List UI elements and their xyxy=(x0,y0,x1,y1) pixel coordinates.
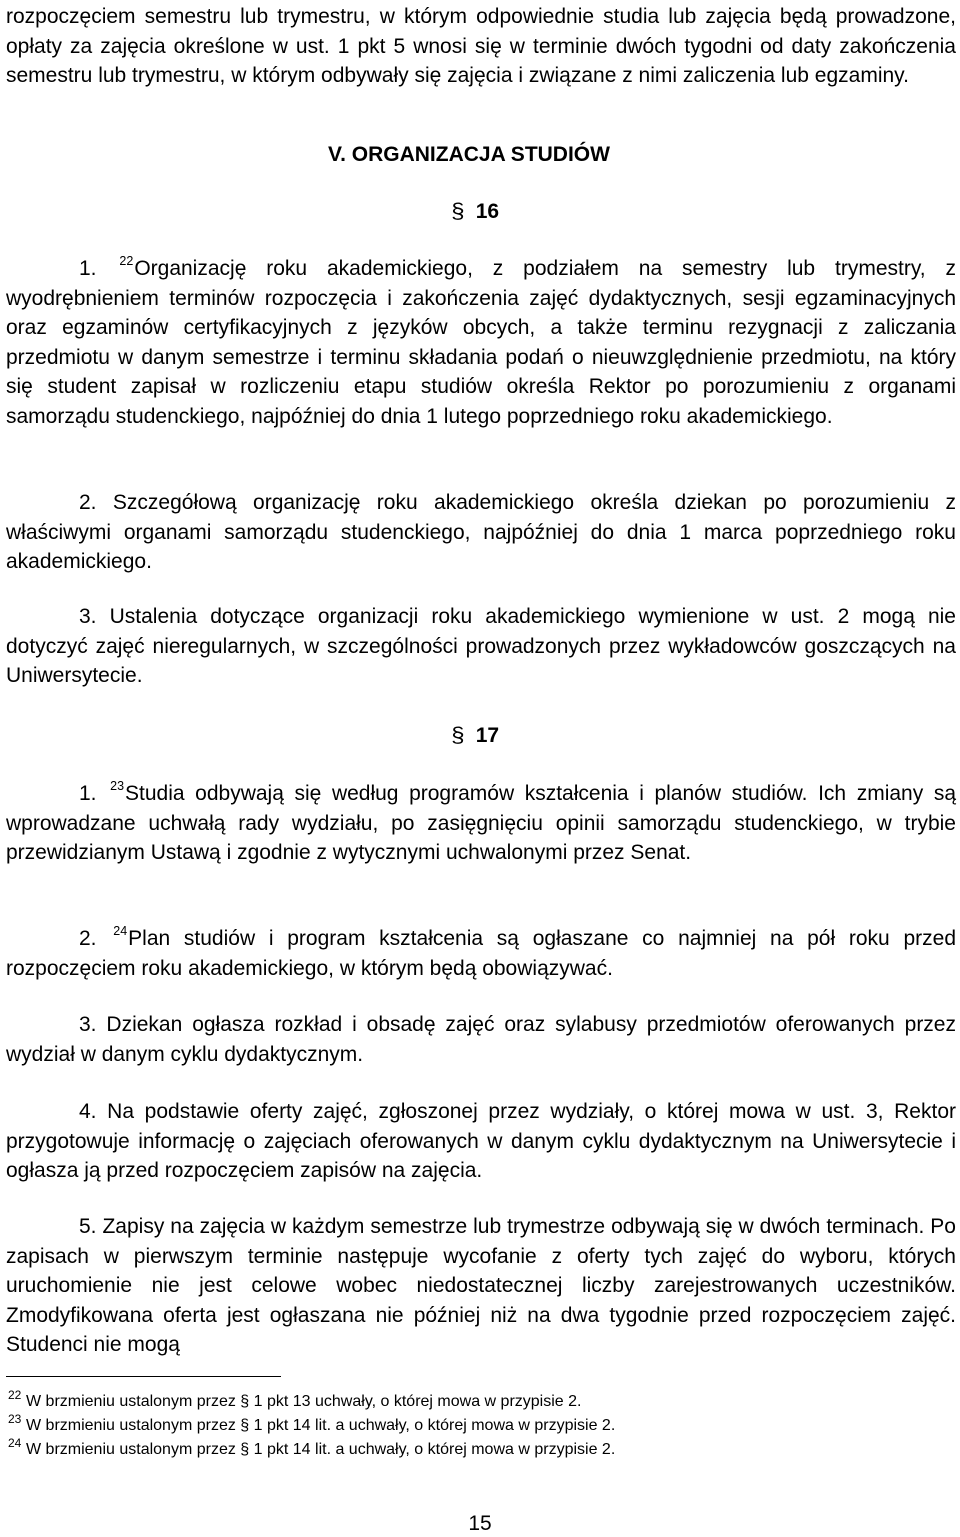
paragraph-number: 3. xyxy=(79,605,97,628)
s17-paragraph-4 xyxy=(6,1097,956,1186)
s17-paragraph-3 xyxy=(6,1010,956,1069)
intro-paragraph: rozpoczęciem semestru lub trymestru, w którym odpowiednie studia lub zajęcia będą prowadzone, opłaty za zajęcia określone w ust. 1 pkt 5 wnosi się w terminie dwóch tygodni od daty zakończenia semestru lub trymestru, w którym odbywały się zajęcia i związane z nimi zaliczenia lub egzaminy. xyxy=(6,5,956,88)
paragraph-text: Szczegółową organizację roku akademickiego określa dziekan po porozumieniu z właściwymi organami samorządu studenckiego, najpóźniej do dnia 1 marca poprzedniego roku akademickiego. xyxy=(6,491,957,574)
footnote-text: W brzmieniu ustalonym przez § 1 pkt 14 lit. a uchwały, o której mowa w przypisie 2. xyxy=(26,1417,616,1434)
paragraph-text: Na podstawie oferty zajęć, zgłoszonej przez wydziały, o której mowa w ust. 3, Rektor przygotowuje informację o zajęciach oferowanych w danym cyklu dydaktycznym na Uniwersytecie i ogłasza ją przed rozpoczęciem zapisów na zajęcia. xyxy=(6,1100,956,1183)
s17-paragraph-5 xyxy=(6,1212,956,1360)
paragraph-number: 5. xyxy=(79,1215,97,1238)
footnote-ref: 22 xyxy=(119,254,134,268)
paragraph-text: Ustalenia dotyczące organizacji roku akademickiego wymienione w ust. 2 mogą nie dotyczyć zajęć nieregularnych, w szczególności prowadzonych przez wykładowców goszczących na Uniwersytecie. xyxy=(6,605,956,688)
footnote-ref: 24 xyxy=(113,924,128,938)
footnote-22 xyxy=(8,1388,582,1412)
footnote-24 xyxy=(8,1436,616,1460)
paragraph-text: Zapisy na zajęcia w każdym semestrze lub trymestrze odbywają się w dwóch terminach. Po zapisach w pierwszym terminie następuje wycofanie z oferty tych zajęć do wyboru, których uruchomienie nie jest celowe wobec niedostatecznej liczby zarejestrowanych uczestników. Zmodyfikowana oferta jest ogłaszana nie później niż na dwa tygodnie przed rozpoczęciem zajęć. Studenci nie mogą xyxy=(6,1215,956,1357)
section-symbol: § xyxy=(451,200,465,223)
paragraph-number: 4. xyxy=(79,1100,97,1123)
s16-paragraph-1 xyxy=(6,254,956,432)
paragraph-text: Plan studiów i program kształcenia są ogłaszane co najmniej na pół roku przed rozpoczęciem roku akademickiego, w którym będą obowiązywać. xyxy=(6,927,956,980)
paragraph-number: 2. xyxy=(79,927,97,950)
s17-paragraph-1 xyxy=(6,779,956,868)
page-number: 15 xyxy=(468,1512,492,1535)
paragraph-number: 1. xyxy=(79,257,97,280)
s16-paragraph-2 xyxy=(6,488,956,577)
paragraph-number: 1. xyxy=(79,782,97,805)
footnote-text: W brzmieniu ustalonym przez § 1 pkt 13 uchwały, o której mowa w przypisie 2. xyxy=(26,1393,582,1410)
paragraph-text: Organizację roku akademickiego, z podziałem na semestry lub trymestry, z wyodrębnieniem terminów rozpoczęcia i zakończenia zajęć dydaktycznych, sesji egzaminacyjnych oraz egzaminów certyfikacyjnych z języków obcych, a także terminu rezygnacji z zaliczania przedmiotu w danym semestrze i terminu składania podań o nieuwzględnienie przedmiotu, na który się student zapisał w rozliczeniu etapu studiów określa Rektor po porozumieniu z organami samorządu studenckiego, najpóźniej do dnia 1 lutego poprzedniego roku akademickiego. xyxy=(6,257,956,428)
paragraph-text: Dziekan ogłasza rozkład i obsadę zajęć oraz sylabusy przedmiotów oferowanych przez wydział w danym cyklu dydaktycznym. xyxy=(6,1013,956,1066)
footnote-number: 23 xyxy=(8,1412,22,1426)
section-number: 16 xyxy=(475,200,500,223)
section-16-heading xyxy=(452,200,499,224)
section-number: 17 xyxy=(475,724,500,747)
section-symbol: § xyxy=(451,724,465,747)
footnote-number: 22 xyxy=(8,1388,22,1402)
footnote-number: 24 xyxy=(8,1436,22,1450)
footnote-ref: 23 xyxy=(110,779,125,793)
footnote-text: W brzmieniu ustalonym przez § 1 pkt 14 lit. a uchwały, o której mowa w przypisie 2. xyxy=(26,1441,616,1458)
footnote-divider xyxy=(6,1376,281,1377)
section-17-heading xyxy=(452,724,499,748)
s16-paragraph-3 xyxy=(6,602,956,691)
footnote-23 xyxy=(8,1412,616,1436)
chapter-heading: V. ORGANIZACJA STUDIÓW xyxy=(328,143,610,166)
s17-paragraph-2 xyxy=(6,924,956,983)
paragraph-number: 2. xyxy=(79,491,97,514)
paragraph-text: Studia odbywają się według programów kształcenia i planów studiów. Ich zmiany są wprowadzane uchwałą rady wydziału, po zasięgnięciu opinii samorządu studenckiego, w trybie przewidzianym Ustawą i zgodnie z wytycznymi uchwalonymi przez Senat. xyxy=(6,782,956,865)
paragraph-number: 3. xyxy=(79,1013,97,1036)
